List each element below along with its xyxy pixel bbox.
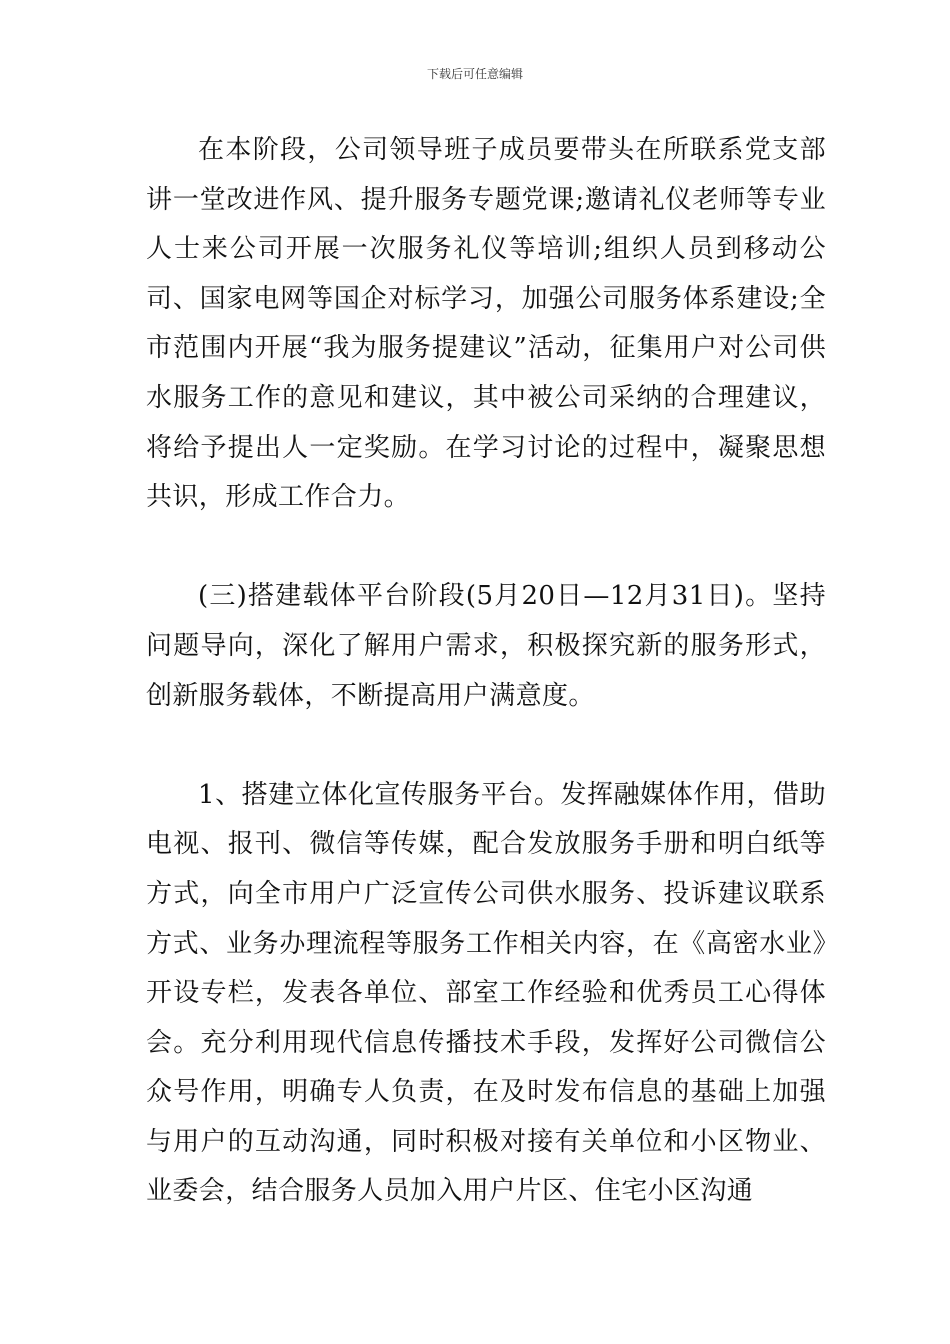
paragraph-study-stage: 在本阶段，公司领导班子成员要带头在所联系党支部讲一堂改进作风、提升服务专题党课;邀请礼仪老师等专业人士来公司开展一次服务礼仪等培训;组织人员到移动公司、国家电网等国企对标学习，加强公司服务体系建设;全市范围内开展“我为服务提建议”活动，征集用户对公司供水服务工作的意见和建议，其中被公司采纳的合理建议，将给予提出人一定奖励。在学习讨论的过程中，凝聚思想共识，形成工作合力。	[146, 135, 826, 513]
paragraph-platform-stage: (三)搭建载体平台阶段(5月20日—12月31日)。坚持问题导向，深化了解用户需求，积极探究新的服务形式，创新服务载体，不断提高用户满意度。	[146, 581, 826, 711]
document-body	[146, 126, 826, 1217]
paragraph-gap	[146, 523, 826, 573]
paragraph-gap	[146, 721, 826, 771]
paragraph-publicity-platform: 1、搭建立体化宣传服务平台。发挥融媒体作用，借助电视、报刊、微信等传媒，配合发放服务手册和明白纸等方式，向全市用户广泛宣传公司供水服务、投诉建议联系方式、业务办理流程等服务工作相关内容，在《高密水业》开设专栏，发表各单位、部室工作经验和优秀员工心得体会。充分利用现代信息传播技术手段，发挥好公司微信公众号作用，明确专人负责，在及时发布信息的基础上加强与用户的互动沟通，同时积极对接有关单位和小区物业、业委会，结合服务人员加入用户片区、住宅小区沟通	[146, 779, 826, 1207]
page-header-note: 下载后可任意编辑	[426, 67, 523, 81]
